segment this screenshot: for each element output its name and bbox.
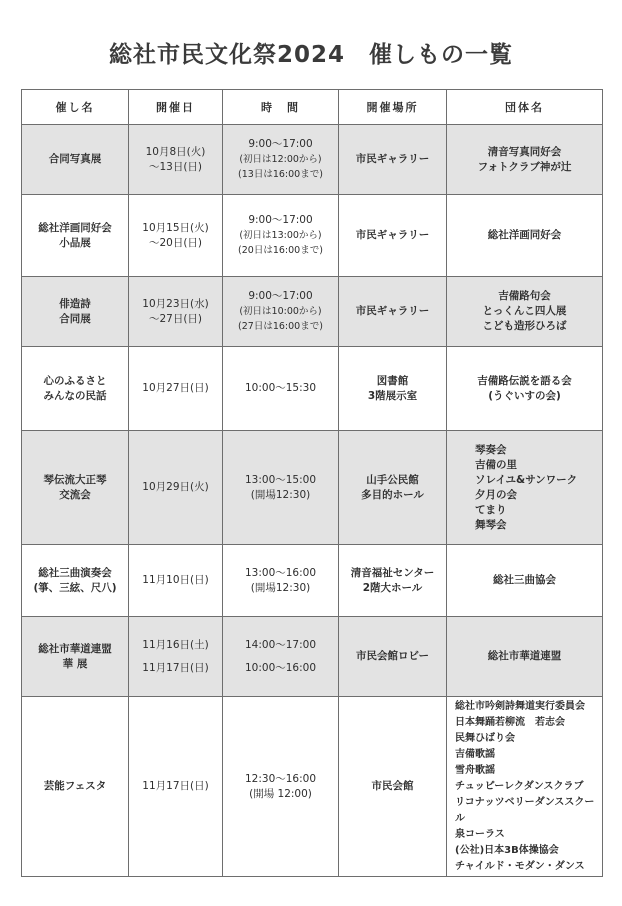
group-name: 吉備路伝説を語る会 — [477, 374, 572, 387]
venue-line: 図書館 — [376, 374, 409, 387]
date-cell — [129, 431, 223, 545]
group-name: チャイルド・モダン・ダンス — [455, 860, 585, 872]
date-line: 11月10日(日) — [142, 574, 209, 586]
event-name-cell — [22, 431, 129, 545]
event-name: 総社洋画同好会 — [38, 221, 112, 234]
date-line: ～20日(日) — [148, 236, 203, 249]
time-cell — [223, 697, 339, 877]
group-name: 清音写真同好会 — [487, 145, 562, 158]
time-note: (20日は16:00まで) — [238, 245, 323, 256]
table-row — [22, 347, 603, 431]
date-line: ～13日(日) — [148, 160, 203, 173]
group-name: てまり — [475, 503, 507, 516]
time-note: (初日は13:00から) — [239, 230, 322, 241]
time-line: 9:00～17:00 — [248, 290, 313, 302]
event-name: 俳造詩 — [59, 297, 91, 310]
time-line: 13:00～15:00 — [244, 473, 317, 486]
venue-line: 3階展示室 — [367, 389, 418, 402]
group-name: 総社市吟剣詩舞道実行委員会 — [455, 700, 585, 712]
schedule-table — [21, 89, 603, 877]
group-name: こども造形ひろば — [482, 320, 567, 332]
group-name: 日本舞踊若柳流 若志会 — [455, 716, 565, 728]
venue-line: 2階大ホール — [362, 581, 423, 594]
venue-cell — [339, 617, 447, 697]
group-name: 吉備歌謡 — [455, 748, 495, 760]
date-cell — [129, 125, 223, 195]
venue-cell — [339, 697, 447, 877]
time-cell — [223, 431, 339, 545]
table-row — [22, 431, 603, 545]
time-note: (開場12:30) — [250, 488, 311, 501]
date-line: 11月17日(日) — [142, 780, 209, 792]
group-name: (公社)日本3B体操協会 — [455, 844, 559, 856]
date-line: 11月17日(日) — [142, 661, 209, 674]
event-name-cell — [22, 125, 129, 195]
table-row — [22, 617, 603, 697]
time-note: (27日は16:00まで) — [238, 321, 323, 332]
time-note: (初日は12:00から) — [239, 154, 322, 165]
group-name: 夕月の会 — [475, 488, 517, 501]
venue-line: 市民会館ロビー — [355, 650, 430, 662]
event-name-cell — [22, 545, 129, 617]
event-name: 交流会 — [59, 488, 91, 501]
group-name: フォトクラブ神が辻 — [477, 160, 572, 173]
venue-line: 市民ギャラリー — [355, 229, 430, 241]
group-cell — [447, 347, 603, 431]
event-name: 小品展 — [59, 236, 91, 249]
date-line: 10月29日(火) — [142, 481, 209, 493]
group-name: 総社洋画同好会 — [487, 229, 562, 241]
venue-cell — [339, 195, 447, 277]
time-note: (13日は16:00まで) — [238, 169, 323, 180]
venue-line: 清音福祉センター — [350, 566, 435, 579]
group-name: 泉コーラス — [455, 828, 505, 840]
event-name: 芸能フェスタ — [43, 780, 107, 792]
time-line: 9:00～17:00 — [248, 214, 313, 226]
group-name: 民舞ひばり会 — [455, 732, 515, 744]
group-name: (うぐいすの会) — [488, 389, 561, 402]
event-name: 心のふるさと — [43, 374, 107, 387]
time-line: 13:00～16:00 — [244, 566, 317, 579]
group-name: リコナッツベリーダンススクール — [455, 796, 595, 824]
event-name-cell — [22, 347, 129, 431]
time-cell — [223, 277, 339, 347]
col-header-event: 催し名 — [22, 90, 129, 125]
time-line: 10:00～15:30 — [244, 382, 317, 394]
col-header-time: 時 間 — [223, 90, 339, 125]
date-cell — [129, 195, 223, 277]
event-name-cell — [22, 277, 129, 347]
header-row — [22, 90, 603, 125]
event-name-cell — [22, 195, 129, 277]
table-row — [22, 125, 603, 195]
group-name: 雪舟歌謡 — [455, 764, 495, 776]
time-line: 9:00～17:00 — [248, 138, 313, 150]
time-cell — [223, 195, 339, 277]
date-line: 10月15日(火) — [142, 221, 209, 234]
venue-cell — [339, 545, 447, 617]
time-line: 10:00～16:00 — [244, 661, 317, 674]
group-cell — [447, 431, 603, 545]
event-name: 合同展 — [59, 312, 91, 325]
group-name: 総社市華道連盟 — [487, 650, 562, 662]
event-name: 総社市華道連盟 — [38, 642, 112, 655]
date-line: 11月16日(土) — [142, 638, 209, 651]
date-line: ～27日(日) — [148, 312, 203, 325]
group-name: 吉備路句会 — [498, 290, 551, 302]
event-name: 合同写真展 — [48, 153, 102, 165]
event-name-cell — [22, 697, 129, 877]
date-cell — [129, 545, 223, 617]
group-cell — [447, 545, 603, 617]
group-cell — [447, 195, 603, 277]
group-name: 総社三曲協会 — [493, 574, 556, 586]
group-name: ソレイユ&サンワーク — [475, 473, 578, 486]
group-name: 琴奏会 — [475, 443, 507, 456]
date-line: 10月27日(日) — [142, 382, 209, 394]
date-line: 10月23日(水) — [142, 297, 209, 310]
time-note: (開場12:30) — [250, 581, 311, 594]
event-name-cell — [22, 617, 129, 697]
venue-line: 市民ギャラリー — [355, 153, 430, 165]
date-cell — [129, 617, 223, 697]
group-name: とっくんこ四人展 — [482, 305, 567, 317]
group-cell — [447, 697, 603, 877]
group-cell — [447, 125, 603, 195]
table-row — [22, 195, 603, 277]
col-header-date: 開催日 — [129, 90, 223, 125]
time-cell — [223, 125, 339, 195]
venue-cell — [339, 347, 447, 431]
group-name: チュッピーレクダンスクラブ — [455, 780, 584, 792]
group-cell — [447, 277, 603, 347]
group-cell — [447, 617, 603, 697]
time-cell — [223, 545, 339, 617]
time-cell — [223, 617, 339, 697]
venue-line: 山手公民館 — [366, 473, 419, 486]
page-title: 総社市民文化祭2024 催しもの一覧 — [108, 42, 513, 68]
event-name: 総社三曲演奏会 — [38, 566, 112, 579]
event-name: 琴伝流大正琴 — [43, 473, 107, 486]
group-name: 舞琴会 — [475, 518, 507, 531]
venue-line: 市民ギャラリー — [355, 305, 430, 317]
time-cell — [223, 347, 339, 431]
venue-cell — [339, 125, 447, 195]
date-cell — [129, 347, 223, 431]
venue-line: 市民会館 — [371, 780, 414, 792]
venue-cell — [339, 431, 447, 545]
event-name: (箏、三絃、尺八) — [33, 581, 117, 594]
event-name: 華 展 — [62, 657, 88, 670]
group-name: 吉備の里 — [475, 458, 517, 471]
table-row — [22, 697, 603, 877]
time-note: (開場 12:00) — [249, 787, 312, 800]
col-header-group: 団体名 — [447, 90, 603, 125]
time-line: 12:30～16:00 — [244, 772, 317, 785]
time-note: (初日は10:00から) — [239, 306, 322, 317]
venue-line: 多目的ホール — [361, 488, 424, 501]
table-row — [22, 277, 603, 347]
time-line: 14:00～17:00 — [244, 638, 317, 651]
date-cell — [129, 697, 223, 877]
event-name: みんなの民話 — [43, 389, 107, 402]
date-line: 10月8日(火) — [145, 145, 206, 158]
date-cell — [129, 277, 223, 347]
table-row — [22, 545, 603, 617]
col-header-venue: 開催場所 — [339, 90, 447, 125]
venue-cell — [339, 277, 447, 347]
